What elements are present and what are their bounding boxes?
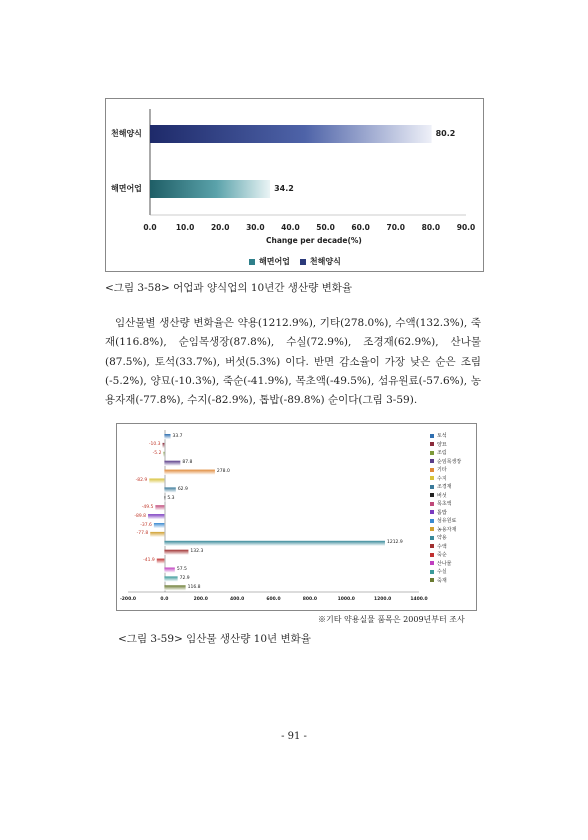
x-tick-2: 200.0 xyxy=(193,597,208,602)
bar-13 xyxy=(164,550,188,555)
bar-12 xyxy=(164,541,385,546)
legend-item-0 xyxy=(430,432,447,439)
x-tick-5: 800.0 xyxy=(302,597,317,602)
legend-item-13 xyxy=(430,543,447,550)
legend-item-15 xyxy=(430,560,452,567)
category-label-1: 해면어업 xyxy=(111,184,142,193)
bar-7 xyxy=(164,496,165,501)
legend-item-7 xyxy=(430,492,447,499)
legend-swatch-5 xyxy=(430,476,434,480)
body-paragraph: 임산물별 생산량 변화율은 약용(1212.9%), 기타(278.0%), 수액(132.3%), 죽재(116.8%), 순임목생장(87.8%), 수실(72.9%), 조경재(62.9%), 산나물(87.5%), 토석(33.7%), 버섯(5.3%) 이다. 반면 감소율이 가장 낮은 순은 조림(-5.2%), 양묘(-10.3%), 죽순(-41.9%), 목초액(-49.5%), 섬유원료(-57.6%), 농용자재(-77.8%), 수지(-82.9%), 톱밥(-89.8%) 순이다(그림 3-59). xyxy=(105,317,481,407)
legend-label-1: 양묘 xyxy=(437,441,447,448)
bar-3 xyxy=(164,461,180,466)
figure-forest-chart xyxy=(116,423,477,611)
x-axis-label: Change per decade(%) xyxy=(266,236,362,245)
legend-swatch-12 xyxy=(430,536,434,540)
x-tick-8: 1400.0 xyxy=(410,597,428,602)
legend-label-0: 토석 xyxy=(437,433,447,439)
legend-item-3 xyxy=(430,458,461,465)
source-note: ※기타 약용실물 품목은 2009년부터 조사 xyxy=(318,615,465,624)
x-tick-1: 0.0 xyxy=(160,597,169,602)
bar-8 xyxy=(155,505,164,510)
x-tick-4: 600.0 xyxy=(266,597,281,602)
bar-2 xyxy=(163,452,164,457)
legend-item-16 xyxy=(430,568,447,575)
legend-label-11: 농용자재 xyxy=(437,526,457,533)
legend-label-5: 수지 xyxy=(437,475,447,482)
figure-caption-3-58: <그림 3-58> 어업과 양식업의 10년간 생산량 변화율 xyxy=(105,282,353,294)
legend-label-7: 버섯 xyxy=(437,492,447,499)
legend-swatch-9 xyxy=(430,510,434,514)
bar-1 xyxy=(150,180,270,198)
legend-item-10 xyxy=(430,517,456,524)
value-label-5: -82.9 xyxy=(135,478,148,483)
value-label-12: 1212.9 xyxy=(386,540,403,546)
legend-item-0: 해면어업 xyxy=(259,257,290,266)
legend-swatch-3 xyxy=(430,459,434,463)
legend-item-4 xyxy=(430,466,447,473)
legend-swatch-2 xyxy=(430,451,434,455)
legend-item-14 xyxy=(430,551,447,558)
legend-label-17: 죽재 xyxy=(437,577,447,584)
legend-label-6: 조경재 xyxy=(437,484,452,490)
legend-swatch-navy xyxy=(300,259,306,265)
legend-item-2 xyxy=(430,449,447,456)
value-label-0: 80.2 xyxy=(435,129,456,138)
x-tick-6: 1000.0 xyxy=(337,597,355,602)
legend-swatch-11 xyxy=(430,527,434,531)
x-tick-2: 20.0 xyxy=(210,223,230,232)
x-tick-5: 50.0 xyxy=(316,223,335,232)
bar-11 xyxy=(150,532,164,537)
legend-label-16: 수실 xyxy=(437,569,447,575)
figure-fishery-chart xyxy=(105,98,484,272)
bar-0 xyxy=(150,125,432,143)
value-label-1: 34.2 xyxy=(274,184,294,193)
x-tick-3: 400.0 xyxy=(230,597,245,602)
legend-item-17 xyxy=(430,577,447,584)
value-label-4: 278.0 xyxy=(216,469,230,475)
x-tick-7: 70.0 xyxy=(386,223,406,232)
x-tick-0: -200.0 xyxy=(119,597,137,602)
value-label-0: 33.7 xyxy=(172,433,183,439)
bar-10 xyxy=(154,523,164,528)
bar-9 xyxy=(148,514,164,519)
fishery-chart-svg xyxy=(106,99,483,271)
value-label-7: 5.3 xyxy=(167,495,175,501)
figure-caption-3-59: <그림 3-59> 임산물 생산량 10년 변화율 xyxy=(118,633,311,645)
legend-swatch-4 xyxy=(430,468,434,472)
legend-item-12 xyxy=(430,534,447,541)
legend-label-14: 죽순 xyxy=(437,552,447,558)
value-label-8: -49.5 xyxy=(141,504,154,510)
bar-16 xyxy=(164,576,177,581)
legend-item-1 xyxy=(430,441,447,448)
legend-swatch-1 xyxy=(430,442,434,446)
legend-label-15: 산나물 xyxy=(437,560,452,567)
legend-label-2: 조림 xyxy=(437,450,447,456)
legend-item-11 xyxy=(430,526,456,533)
legend-item-5 xyxy=(430,475,447,482)
legend-item-9 xyxy=(430,509,447,516)
value-label-16: 72.9 xyxy=(179,575,190,581)
x-tick-3: 30.0 xyxy=(246,223,265,232)
legend-label-8: 목초액 xyxy=(437,501,452,507)
value-label-14: -41.9 xyxy=(143,558,155,564)
legend-label-13: 수액 xyxy=(437,543,447,550)
bar-1 xyxy=(163,443,165,448)
x-tick-1: 10.0 xyxy=(175,223,195,232)
legend-swatch-15 xyxy=(430,561,434,565)
x-tick-7: 1200.0 xyxy=(373,597,392,602)
legend-swatch-7 xyxy=(430,493,434,497)
legend-label-3: 순임목생장 xyxy=(437,458,462,465)
value-label-10: -37.6 xyxy=(140,522,152,528)
legend-label-10: 섬유원료 xyxy=(437,518,457,524)
bar-17 xyxy=(164,585,185,590)
legend-swatch-6 xyxy=(430,485,434,489)
value-label-2: -5.2 xyxy=(152,451,162,457)
legend-swatch-10 xyxy=(430,519,434,523)
x-tick-0: 0.0 xyxy=(143,223,157,232)
x-tick-8: 80.0 xyxy=(421,223,441,232)
value-label-13: 132.3 xyxy=(190,549,204,555)
legend-swatch-17 xyxy=(430,578,434,582)
legend-swatch-8 xyxy=(430,502,434,506)
legend-label-4: 기타 xyxy=(437,467,447,473)
legend-swatch-0 xyxy=(430,434,434,438)
x-tick-6: 60.0 xyxy=(351,223,370,232)
value-label-9: -89.8 xyxy=(134,513,147,519)
value-label-15: 57.5 xyxy=(176,567,187,572)
value-label-6: 62.9 xyxy=(177,486,188,492)
x-tick-4: 40.0 xyxy=(281,223,300,232)
legend-item-1: 천해양식 xyxy=(309,257,341,266)
value-label-1: -10.3 xyxy=(148,442,161,448)
legend-item-8 xyxy=(430,500,452,507)
x-tick-9: 90.0 xyxy=(456,223,476,232)
bar-15 xyxy=(164,568,174,573)
legend xyxy=(249,256,341,267)
legend-label-9: 톱밥 xyxy=(437,509,447,516)
value-label-17: 116.8 xyxy=(187,584,201,590)
bar-6 xyxy=(164,487,175,492)
legend-label-12: 약용 xyxy=(437,535,447,541)
bar-4 xyxy=(164,470,215,475)
legend-swatch-teal xyxy=(249,259,255,265)
legend-swatch-13 xyxy=(430,544,434,548)
legend-swatch-16 xyxy=(430,570,434,574)
value-label-11: -77.8 xyxy=(136,531,149,537)
bar-0 xyxy=(164,434,170,439)
bar-14 xyxy=(157,559,165,564)
bar-5 xyxy=(149,479,164,484)
legend-item-6 xyxy=(430,483,452,490)
forest-chart-svg xyxy=(117,424,476,610)
page-number: - 91 - xyxy=(281,731,307,742)
category-label-0: 천해양식 xyxy=(111,129,142,138)
value-label-3: 87.8 xyxy=(182,460,193,466)
legend-swatch-14 xyxy=(430,553,434,557)
